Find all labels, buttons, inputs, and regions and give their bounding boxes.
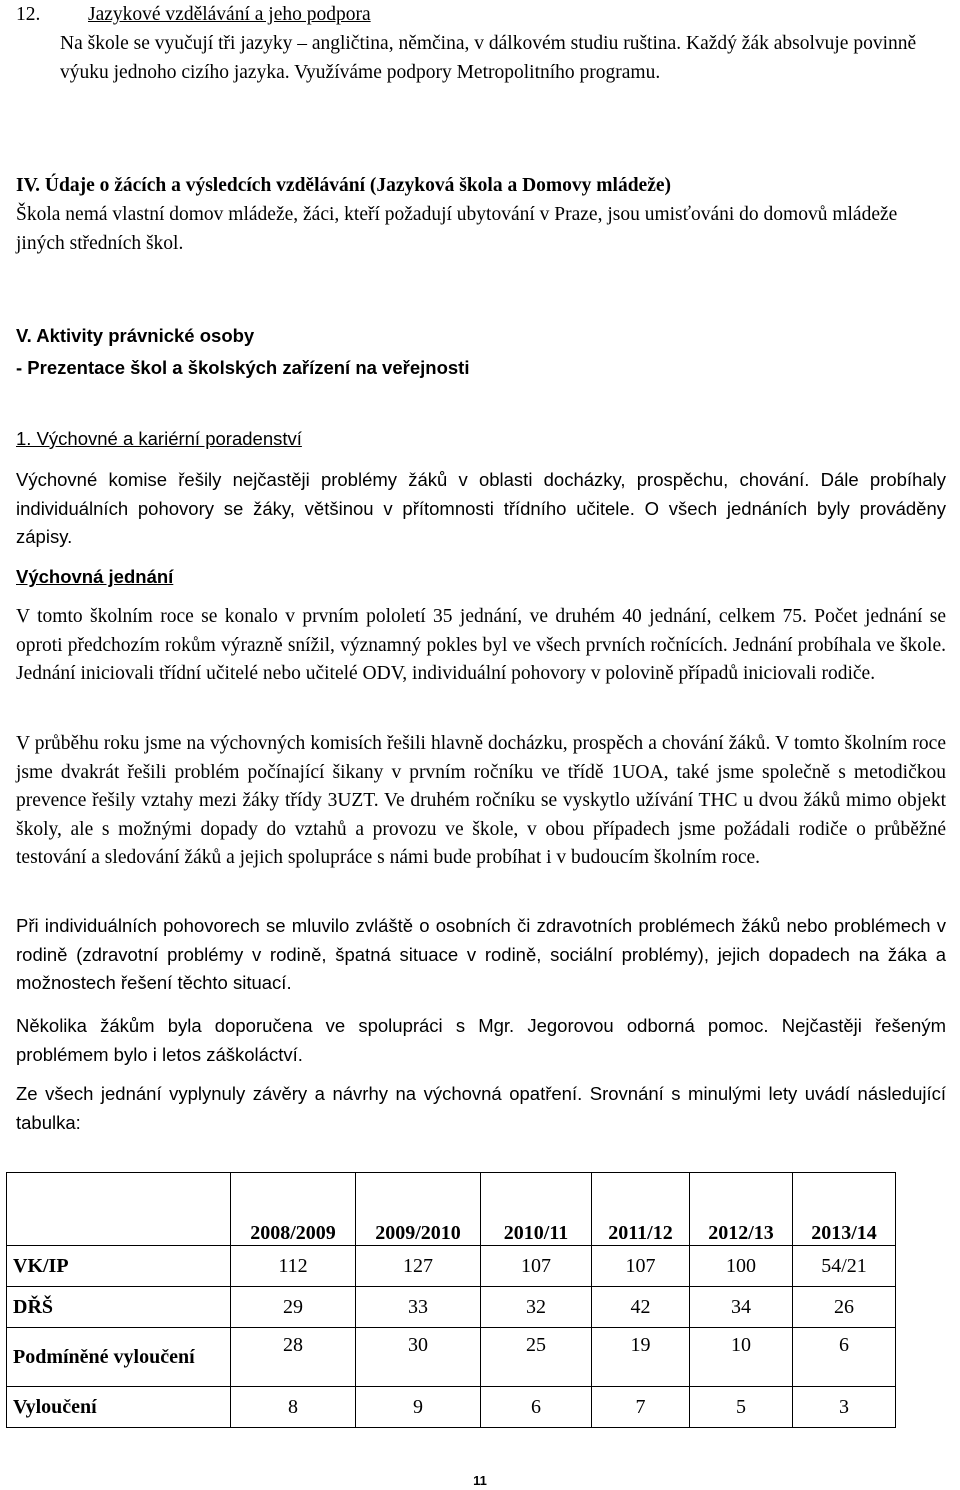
measures-table [6,1172,896,1428]
table-row [7,1387,896,1428]
table-cell: 9 [356,1387,481,1428]
section-12-heading: Jazykové vzdělávání a jeho podpora [88,4,371,25]
table-row [7,1287,896,1328]
table-cell: 28 [231,1328,356,1387]
section-5-heading: V. Aktivity právnické osoby [16,325,255,346]
table-cell: 8 [231,1387,356,1428]
page-number: 11 [473,1473,487,1488]
section-4-text: Škola nemá vlastní domov mládeže, žáci, kteří požadují ubytování v Praze, jsou umisťováni do domovů mládeže jiných středních škol. [16,204,898,254]
table-column-header: 2013/14 [793,1173,896,1246]
table-cell: 107 [592,1246,690,1287]
section-12-text: Na škole se vyučují tři jazyky – angličtina, němčina, v dálkovém studiu ruština. Každý žák absolvuje povinně výuku jednoho cizího jazyka. Využíváme podpory Metropolitního programu. [60,33,917,83]
vychovna-paragraph-3: Při individuálních pohovorech se mluvilo zvláště o osobních či zdravotních problémech žáků nebo problémech v rodině (zdravotní problémy v rodině, špatná situace v rodině, sociální problémy), jejich dopadech na žáka a možnostech řešení těchto situací. [16,915,946,993]
subsection-1-heading: 1. Výchovné a kariérní poradenství [16,428,302,449]
vychovna-paragraph-1: V tomto školním roce se konalo v prvním pololetí 35 jednání, ve druhém 40 jednání, celkem 75. Počet jednání se oproti předchozím rokům výrazně snížil, významný pokles byl ve všech prvních ročnících. Jednání probíhala ve škole. Jednání iniciovali třídní učitelé nebo učitelé ODV, individuální pohovory v polovině případů iniciovali rodiče. [16,606,946,684]
table-cell: 19 [592,1328,690,1387]
table-row-label: DŘŠ [7,1287,231,1328]
table-cell: 7 [592,1387,690,1428]
table-cell: 10 [690,1328,793,1387]
vychovna-paragraph-5: Ze všech jednání vyplynuly závěry a návrhy na výchovná opatření. Srovnání s minulými lety uvádí následující tabulka: [16,1083,946,1133]
section-4-heading: IV. Údaje o žácích a výsledcích vzdělávání (Jazyková škola a Domovy mládeže) [16,175,672,196]
section-5-subheading: - Prezentace škol a školských zařízení na veřejnosti [16,357,470,378]
table-cell: 33 [356,1287,481,1328]
section-12-number: 12. [16,4,41,25]
table-cell: 112 [231,1246,356,1287]
table-row-label: VK/IP [7,1246,231,1287]
table-cell: 30 [356,1328,481,1387]
vychovna-paragraph-2: V průběhu roku jsme na výchovných komisích řešili hlavně docházku, prospěch a chování žáků. V tomto školním roce jsme dvakrát řešili problém počínající šikany v prvním ročníku ve třídě 1UOA, také jsme společně s metodičkou prevence řešily vztahy mezi žáky třídy 3UZT. Ve druhém ročníku se vyskytlo užívání THC u dvou žáků mimo objekt školy, ale s možnými dopady do vztahů a provozu ve škole, v obou případech jsme požádali rodiče o průběžné testování a sledování žáků a jejich spolupráce s námi bude probíhat i v budoucím školním roce. [16,733,946,868]
table-corner-cell [7,1173,231,1246]
table-row-label: Podmíněné vyloučení [7,1328,231,1387]
table-cell: 6 [481,1387,592,1428]
table-cell: 25 [481,1328,592,1387]
vychovna-heading: Výchovná jednání [16,566,174,587]
table-column-header: 2009/2010 [356,1173,481,1246]
table-row [7,1328,896,1387]
table-cell: 54/21 [793,1246,896,1287]
table-column-header: 2012/13 [690,1173,793,1246]
table-cell: 5 [690,1387,793,1428]
table-cell: 29 [231,1287,356,1328]
table-cell: 127 [356,1246,481,1287]
table-cell: 42 [592,1287,690,1328]
table-cell: 6 [793,1328,896,1387]
vychovna-paragraph-4: Několika žákům byla doporučena ve spolupráci s Mgr. Jegorovou odborná pomoc. Nejčastěji řešeným problémem bylo i letos záškoláctví. [16,1015,946,1065]
table-cell: 3 [793,1387,896,1428]
table-cell: 32 [481,1287,592,1328]
table-cell: 107 [481,1246,592,1287]
table-header-row [7,1173,896,1246]
table-column-header: 2008/2009 [231,1173,356,1246]
table-cell: 26 [793,1287,896,1328]
subsection-1-text: Výchovné komise řešily nejčastěji problémy žáků v oblasti docházky, prospěchu, chování. Dále probíhaly individuálních pohovory se žáky, většinou v přítomnosti třídního učitele. O všech jednáních byly prováděny zápisy. [16,469,946,547]
table-column-header: 2011/12 [592,1173,690,1246]
table-column-header: 2010/11 [481,1173,592,1246]
table-cell: 34 [690,1287,793,1328]
table-row-label: Vyloučení [7,1387,231,1428]
table-cell: 100 [690,1246,793,1287]
table-row [7,1246,896,1287]
